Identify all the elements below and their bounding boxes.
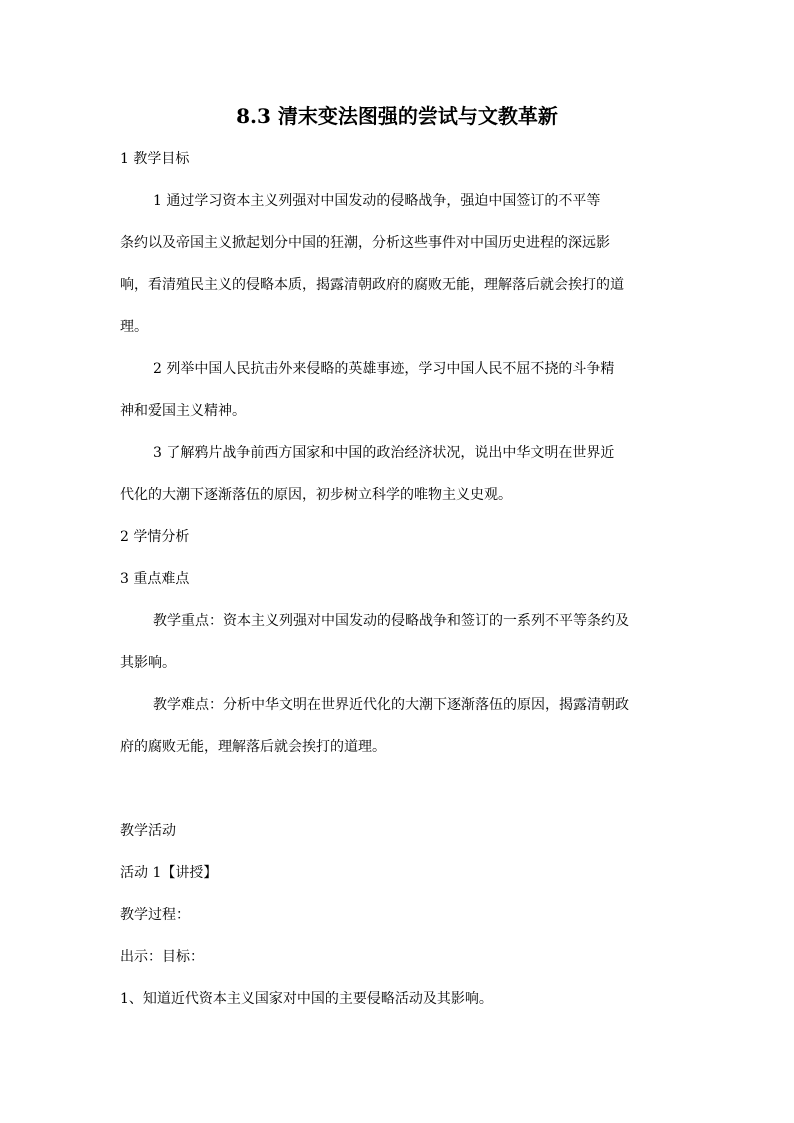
heading-teaching-objectives: 1 教学目标 (120, 151, 190, 167)
heading-key-difficult-points: 3 重点难点 (120, 571, 190, 587)
teaching-process-label: 教学过程： (120, 907, 190, 923)
objective-1-line-1: 1 通过学习资本主义列强对中国发动的侵略战争，强迫中国签订的不平等 (153, 193, 601, 209)
heading-learning-analysis: 2 学情分析 (120, 529, 190, 545)
show-goals-label: 出示：目标： (120, 949, 204, 965)
difficulty-line-2: 府的腐败无能，理解落后就会挨打的道理。 (120, 739, 386, 755)
objective-2-paragraph (120, 348, 676, 432)
objective-2-line-2: 神和爱国主义精神。 (120, 403, 246, 419)
difficulty-paragraph (120, 684, 676, 768)
objective-3-line-1: 3 了解鸦片战争前西方国家和中国的政治经济状况，说出中华文明在世界近 (153, 445, 615, 461)
key-point-line-1: 教学重点：资本主义列强对中国发动的侵略战争和签订的一系列不平等条约及 (153, 613, 629, 629)
objective-1-line-4: 理。 (120, 319, 148, 335)
objective-1-line-2: 条约以及帝国主义掀起划分中国的狂潮，分析这些事件对中国历史进程的深远影 (120, 235, 610, 251)
objective-2-line-1: 2 列举中国人民抗击外来侵略的英雄事迹，学习中国人民不屈不挠的斗争精 (153, 361, 615, 377)
key-point-paragraph (120, 600, 676, 684)
key-point-line-2: 其影响。 (120, 655, 176, 671)
objective-1-line-3: 响，看清殖民主义的侵略本质，揭露清朝政府的腐败无能，理解落后就会挨打的道 (120, 277, 624, 293)
goal-1-text: 1、知道近代资本主义国家对中国的主要侵略活动及其影响。 (120, 991, 493, 1007)
difficulty-line-1: 教学难点：分析中华文明在世界近代化的大潮下逐渐落伍的原因，揭露清朝政 (153, 697, 629, 713)
activity-1-label: 活动 1【讲授】 (120, 865, 218, 881)
objective-1-paragraph (120, 180, 676, 348)
objective-3-paragraph (120, 432, 676, 516)
objective-3-line-2: 代化的大潮下逐渐落伍的原因，初步树立科学的唯物主义史观。 (120, 487, 512, 503)
heading-teaching-activities: 教学活动 (120, 823, 176, 839)
document-title: 8.3 清末变法图强的尝试与文教革新 (236, 104, 558, 128)
